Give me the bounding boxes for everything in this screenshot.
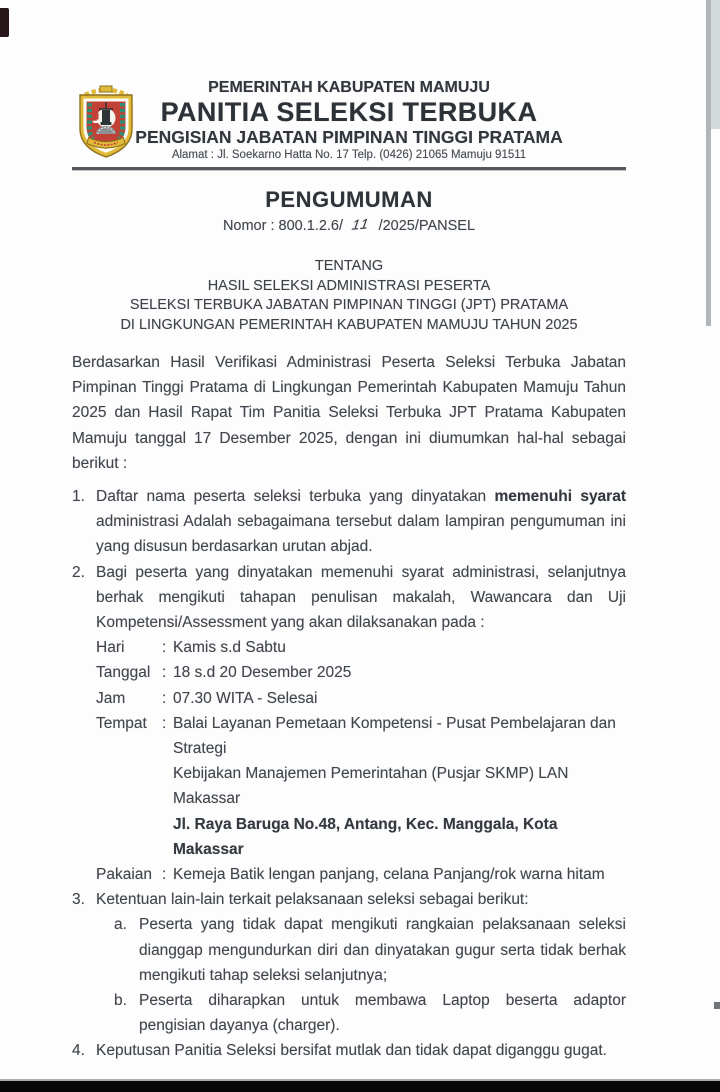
document-content [72, 76, 626, 1064]
schedule-row-hari [96, 635, 626, 660]
mamuju-coat-of-arms-logo [75, 82, 137, 160]
schedule-value: 18 s.d 20 Desember 2025 [173, 664, 352, 682]
document-number [72, 214, 626, 237]
scan-right-tick [714, 1002, 720, 1009]
schedule-row-tempat [96, 711, 626, 862]
list-item-1 [72, 484, 626, 560]
list-item-2 [72, 560, 626, 888]
item-text [96, 484, 626, 560]
sub-item-b [114, 988, 626, 1038]
about-label: TENTANG [314, 258, 384, 274]
item-text: Keputusan Panitia Seleksi bersifat mutlak dan tidak dapat diganggu gugat. [96, 1042, 607, 1060]
letterhead-subtitle: PENGISIAN JABATAN PIMPINAN TINGGI PRATAMA [135, 127, 563, 147]
handwritten-number: 11 [350, 215, 372, 233]
item-number: 3. [72, 891, 85, 909]
item-text [96, 887, 626, 1038]
schedule-colon: : [162, 866, 167, 884]
schedule [96, 635, 626, 887]
document-title: PENGUMUMAN [265, 187, 433, 212]
schedule-value: Kamis s.d Sabtu [173, 639, 286, 657]
scan-bottom-band [0, 1081, 720, 1092]
letterhead-rule [72, 167, 626, 170]
tempat-line-2: Kebijakan Manajemen Pemerintahan (Pusjar SKMP) LAN Makassar [173, 765, 569, 808]
letterhead-address: Alamat : Jl. Soekarno Hatta No. 17 Telp. (0426) 21065 Mamuju 91511 [171, 149, 527, 161]
schedule-colon: : [162, 714, 167, 732]
letterhead [72, 76, 626, 163]
scan-right-patch [711, 0, 720, 129]
subject-block [72, 257, 626, 335]
schedule-colon: : [162, 689, 167, 707]
list-item-4 [72, 1038, 626, 1063]
list-item-3 [72, 887, 626, 1038]
schedule-colon: : [162, 664, 167, 682]
schedule-row-tanggal [96, 660, 626, 685]
sub-item-letter: b. [114, 992, 127, 1010]
schedule-label: Tempat [96, 714, 147, 732]
schedule-value: Kemeja Batik lengan panjang, celana Panjang/rok warna hitam [173, 866, 605, 884]
schedule-value: 07.30 WITA - Selesai [173, 689, 318, 707]
subject-line-2: SELEKSI TERBUKA JABATAN PIMPINAN TINGGI (JPT) PRATAMA [129, 297, 569, 313]
numbered-list [72, 484, 626, 1064]
schedule-label: Pakaian [96, 866, 153, 884]
scan-corner-mark [0, 8, 9, 37]
item3-text: Ketentuan lain-lain terkait pelaksanaan seleksi sebagai berikut: [96, 891, 529, 909]
number-suffix: /2025/PANSEL [378, 218, 476, 234]
sub-item-text: Peserta diharapkan untuk membawa Laptop beserta adaptor pengisian dayanya (charger). [139, 992, 626, 1035]
tempat-line-1: Balai Layanan Pemetaan Kompetensi - Pusat Pembelajaran dan Strategi [173, 714, 616, 758]
schedule-value [173, 711, 626, 862]
number-prefix: Nomor : 800.1.2.6/ [222, 218, 344, 234]
intro-paragraph: Berdasarkan Hasil Verifikasi Administrasi Peserta Seleksi Terbuka Jabatan Pimpinan Tinggi Pratama di Lingkungan Pemerintah Kabupaten Mamuju Tahun 2025 dan Hasil Rapat Tim Panitia Seleksi Terbuka JPT Pratama Kabupaten Mamuju tanggal 17 Desember 2025, dengan ini diumumkan hal-hal sebagai berikut : [72, 354, 626, 472]
sub-item-a [114, 912, 626, 988]
letterhead-committee: PANITIA SELEKSI TERBUKA [160, 97, 538, 127]
item1-post: administrasi Adalah sebagaimana tersebut dalam lampiran pengumuman ini yang disusun berdasarkan urutan abjad. [96, 513, 626, 556]
item2-text: Bagi peserta yang dinyatakan memenuhi syarat administrasi, selanjutnya berhak mengikuti tahapan penulisan makalah, Wawancara dan Uji Kompetensi/Assessment yang akan dilaksanakan pada : [96, 563, 626, 632]
subject-line-1: HASIL SELEKSI ADMINISTRASI PESERTA [207, 277, 491, 294]
item1-bold: memenuhi syarat [494, 488, 626, 506]
item-text [96, 560, 626, 888]
letterhead-government: PEMERINTAH KABUPATEN MAMUJU [208, 79, 490, 96]
item1-pre: Daftar nama peserta seleksi terbuka yang dinyatakan [96, 488, 495, 506]
sub-item-letter: a. [114, 916, 127, 934]
subject-line-3: DI LINGKUNGAN PEMERINTAH KABUPATEN MAMUJU TAHUN 2025 [120, 316, 578, 333]
schedule-colon: : [162, 639, 167, 657]
item-number: 1. [72, 488, 85, 506]
tempat-address-bold: Jl. Raya Baruga No.48, Antang, Kec. Manggala, Kota Makassar [173, 815, 558, 858]
sub-item-text: Peserta yang tidak dapat mengikuti rangkaian pelaksanaan seleksi dianggap mengundurkan diri dan dinyatakan gugur serta tidak berhak mengikuti tahap seleksi selanjutnya; [139, 916, 626, 984]
schedule-label: Jam [96, 689, 126, 707]
schedule-row-pakaian [96, 862, 626, 887]
schedule-label: Hari [96, 639, 125, 657]
schedule-label: Tanggal [96, 664, 151, 682]
item-number: 2. [72, 563, 85, 581]
schedule-row-jam [96, 686, 626, 711]
item-number: 4. [72, 1042, 85, 1060]
